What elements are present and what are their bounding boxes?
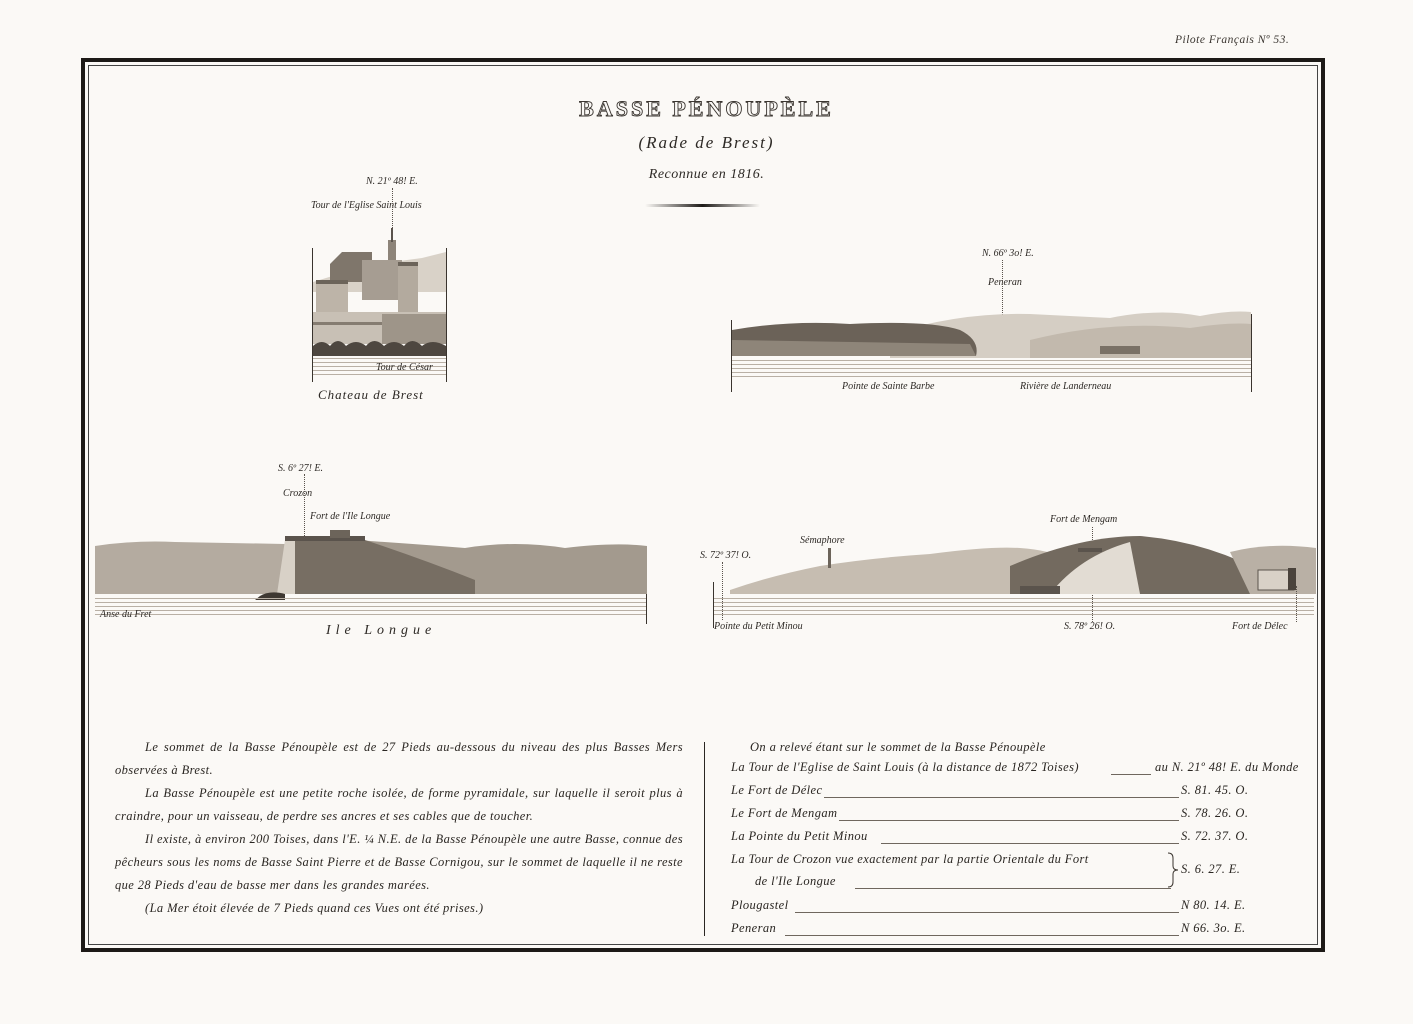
bearing-row [731, 898, 1311, 920]
plate-subtitle: (Rade de Brest) [638, 133, 775, 152]
leader-line [795, 912, 1179, 913]
bearing-landmark: La Tour de Crozon vue exactement par la partie Orientale du Fort [731, 852, 1089, 866]
tour-de-cesar-label: Tour de César [376, 362, 433, 373]
note-paragraph: Le sommet de la Basse Pénoupèle est de 27 Pieds au-dessous du niveau des plus Basses Mers observées à Brest. [115, 740, 683, 777]
leader-line [811, 820, 1179, 821]
anse-du-fret-caption: Anse du Fret [100, 609, 152, 620]
note-paragraph: La Basse Pénoupèle est une petite roche isolée, de forme pyramidale, sur laquelle il seroit plus à craindre, pour un vaisseau, de perdre ses ancres et ses cables que de toucher. [115, 786, 683, 823]
fort-ile-longue-label: Fort de l'Ile Longue [310, 511, 391, 522]
chateau-de-brest-engraving [312, 222, 447, 382]
plate-survey-date: Reconnue en 1816. [648, 167, 765, 182]
leader-line [785, 935, 1179, 936]
bearing-value: S. 78. 26. O. [1181, 806, 1249, 820]
peneran-bearing-label: N. 66º 3o! E. [982, 248, 1034, 259]
column-divider [704, 742, 705, 936]
bearing-value: S. 81. 45. O. [1181, 783, 1249, 797]
ile-longue-caption: Ile Longue [326, 623, 437, 638]
bearing-row [731, 829, 1311, 851]
bearing-value: N 66. 3o. E. [1181, 921, 1246, 935]
bearings-intro: On a relevé étant sur le sommet de la Basse Pénoupèle [750, 740, 1046, 754]
bearing-row [731, 806, 1311, 828]
ile-longue-engraving [95, 530, 647, 625]
bearing-value: au N. 21º 48! E. du Monde [1155, 760, 1299, 774]
crozon-bearing-line [304, 474, 305, 538]
bearing-value: S. 6. 27. E. [1181, 862, 1241, 876]
bearing-landmark: La Pointe du Petit Minou [731, 829, 868, 843]
semaphore-label: Sémaphore [800, 535, 845, 546]
petit-minou-bearing-label: S. 72º 37! O. [700, 550, 752, 561]
bearing-landmark: Peneran [731, 921, 777, 935]
mengam-bearing-label: S. 78º 26! O. [1064, 621, 1116, 632]
bearing-landmark-line2: de l'Ile Longue [755, 874, 836, 888]
notes-text-block [115, 736, 683, 920]
peneran-peak-label: Peneran [988, 277, 1022, 288]
title-ornament-rule [645, 204, 760, 207]
bearing-value: N 80. 14. E. [1181, 898, 1246, 912]
fort-mengam-label: Fort de Mengam [1050, 514, 1118, 525]
bearing-landmark: Le Fort de Mengam [731, 806, 838, 820]
note-paragraph: Il existe, à environ 200 Toises, dans l'E. ¼ N.E. de la Basse Pénoupèle une autre Basse, connue des pêcheurs sous les noms de Basse Saint Pierre et de Basse Cornigou, sur le sommet de laquelle il ne reste que 28 Pieds d'eau de basse mer dans les grandes marées. [115, 832, 683, 892]
note-paragraph: (La Mer étoit élevée de 7 Pieds quand ces Vues ont été prises.) [145, 901, 484, 915]
bearing-row [731, 852, 1311, 898]
plate-title: BASSE PÉNOUPÈLE [579, 96, 834, 121]
leader-line [881, 843, 1179, 844]
leader-line [791, 797, 1179, 798]
crozon-label: Crozon [283, 488, 313, 499]
brace-icon [1167, 852, 1179, 888]
bearing-landmark: La Tour de l'Eglise de Saint Louis (à la distance de 1872 Toises) [731, 760, 1079, 774]
bearing-landmark: Le Fort de Délec [731, 783, 823, 797]
pointe-petit-minou-caption: Pointe du Petit Minou [714, 621, 803, 632]
plate-number-note: Pilote Français Nº 53. [1175, 34, 1290, 46]
bearing-row [731, 783, 1311, 805]
chateau-bearing-label: N. 21º 48! E. [366, 176, 418, 187]
bearing-value: S. 72. 37. O. [1181, 829, 1249, 843]
bearing-landmark: Plougastel [731, 898, 789, 912]
bearing-row [731, 921, 1311, 943]
sainte-barbe-engraving [730, 300, 1252, 392]
riviere-landerneau-caption: Rivière de Landerneau [1020, 381, 1112, 392]
fort-de-delec-caption: Fort de Délec [1232, 621, 1288, 632]
pointe-sainte-barbe-caption: Pointe de Sainte Barbe [842, 381, 935, 392]
chateau-de-brest-caption: Chateau de Brest [318, 387, 424, 402]
crozon-bearing-label: S. 6º 27! E. [278, 463, 324, 474]
delec-bearing-line [1296, 586, 1297, 622]
petit-minou-engraving [710, 536, 1316, 628]
leader-line [855, 888, 1171, 889]
leader-line [1111, 774, 1151, 775]
bearing-row [731, 760, 1311, 782]
saint-louis-tower-label: Tour de l'Eglise Saint Louis [311, 200, 422, 211]
